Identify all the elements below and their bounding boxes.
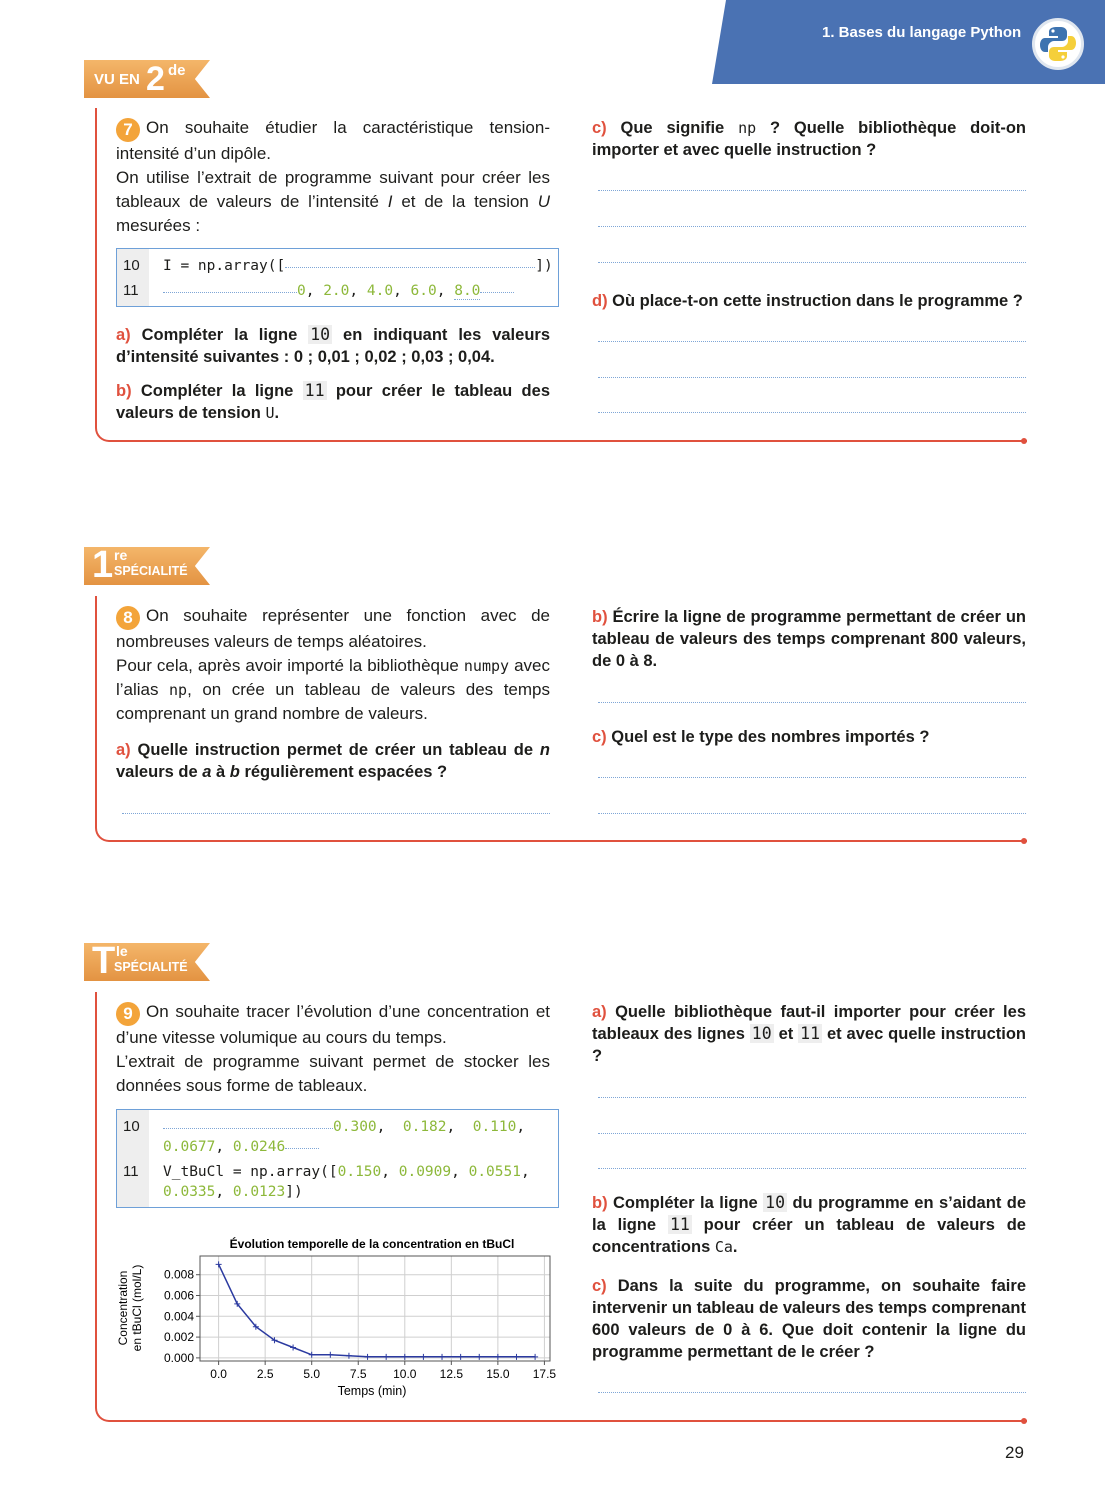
- frame-end-dot: [1021, 1418, 1027, 1424]
- badge-suffix: de: [168, 62, 186, 79]
- question-7b: b) Compléter la ligne 11 pour créer le tableau des valeurs de tension U.: [116, 381, 550, 422]
- data-point: [216, 1261, 222, 1267]
- answer-line[interactable]: [598, 1168, 1026, 1169]
- answer-line[interactable]: [598, 777, 1026, 778]
- answer-line[interactable]: [598, 226, 1026, 227]
- code-line-11: V_tBuCl = np.array([0.150, 0.0909, 0.0551,: [163, 1164, 530, 1180]
- code-block-9: [116, 1109, 559, 1208]
- code-block-7: [116, 248, 559, 307]
- question-7a: a) Compléter la ligne 10 en indiquant les valeurs d’intensité suivantes : 0 ; 0,01 ; 0,02 ; 0,03 ; 0,04.: [116, 325, 550, 366]
- page-number: 29: [1005, 1443, 1024, 1462]
- answer-line[interactable]: [598, 190, 1026, 191]
- exercise-number: 7: [116, 118, 140, 142]
- answer-line[interactable]: [598, 1392, 1026, 1393]
- line-number: 10: [123, 257, 140, 274]
- data-point: [365, 1354, 371, 1360]
- line-number: 11: [123, 1163, 139, 1180]
- question-9c: c) Dans la suite du programme, on souhaite faire intervenir un tableau de valeurs des temps comprenant 600 valeurs de 0 à 6. Que doit contenir la ligne du programme permettant de le créer ?: [592, 1277, 1026, 1361]
- chart-title: Évolution temporelle de la concentration en tBuCl: [229, 1237, 515, 1251]
- answer-line[interactable]: [598, 813, 1026, 814]
- data-point: [402, 1354, 408, 1360]
- data-point: [327, 1352, 333, 1358]
- y-tick-label: 0.002: [163, 1330, 194, 1345]
- code-line-10: 0.300, 0.182, 0.110,: [163, 1119, 525, 1135]
- line-number: 10: [123, 1118, 140, 1135]
- badge-level: 2: [146, 60, 165, 98]
- y-axis-label-1: Concentration: [116, 1270, 130, 1346]
- question-8a: a) Quelle instruction permet de créer un tableau de n valeurs de a à b régulièrement espacées ?: [116, 741, 550, 781]
- y-tick-label: 0.004: [163, 1309, 194, 1324]
- data-point: [439, 1354, 445, 1360]
- question-9a: a) Quelle bibliothèque faut-il importer pour créer les tableaux des lignes 10 et 11 et avec quelle instruction ?: [592, 1003, 1026, 1065]
- badge-level: T: [92, 940, 116, 982]
- badge-level: 1: [92, 544, 114, 586]
- frame-end-dot: [1021, 438, 1027, 444]
- exercise-number: 9: [116, 1002, 140, 1026]
- question-7d: d) Où place-t-on cette instruction dans le programme ?: [592, 292, 1023, 310]
- x-tick-label: 17.5: [532, 1367, 557, 1381]
- data-point: [458, 1354, 464, 1360]
- badge-specialty: SPÉCIALITÉ: [114, 960, 188, 974]
- x-axis-label: Temps (min): [337, 1384, 407, 1398]
- code-line-10: I = np.array([ ]): [163, 258, 553, 274]
- y-axis-label-2: en tBuCl (mol/L): [130, 1264, 144, 1352]
- answer-line[interactable]: [598, 341, 1026, 342]
- data-point: [420, 1354, 426, 1360]
- level-badge-tle: [84, 940, 210, 982]
- code-line-11: 0, 2.0, 4.0, 6.0, 8.0: [163, 283, 514, 299]
- exercise-7-intro: 7 On souhaite étudier la caractéristique tension-intensité d’un dipôle. On utilise l’extrait de programme suivant pour créer les tableaux de valeurs de l’intensité I et de la tension U mesurées :: [116, 118, 550, 235]
- data-point: [513, 1354, 519, 1360]
- x-tick-label: 10.0: [393, 1367, 417, 1381]
- python-logo-icon: [1032, 18, 1084, 70]
- answer-line[interactable]: [598, 412, 1026, 413]
- data-point: [290, 1344, 296, 1350]
- answer-line[interactable]: [598, 377, 1026, 378]
- data-point: [383, 1354, 389, 1360]
- question-8b: b) Écrire la ligne de programme permettant de créer un tableau de valeurs des temps comprenant 800 valeurs, de 0 à 8.: [592, 608, 1026, 670]
- answer-line[interactable]: [598, 1097, 1026, 1098]
- question-7c: c) Que signifie np ? Quelle bibliothèque doit-on importer et avec quelle instruction ?: [592, 119, 1026, 159]
- answer-line[interactable]: [598, 262, 1026, 263]
- series-line: [219, 1264, 535, 1357]
- badge-suffix: le: [116, 943, 128, 959]
- data-point: [495, 1354, 501, 1360]
- x-tick-label: 7.5: [349, 1367, 367, 1381]
- level-badge-2de: [84, 60, 210, 98]
- data-point: [309, 1352, 315, 1358]
- frame-end-dot: [1021, 838, 1027, 844]
- x-tick-label: 5.0: [303, 1367, 321, 1381]
- line-number: 11: [123, 282, 139, 299]
- answer-line[interactable]: [122, 813, 550, 814]
- y-tick-label: 0.000: [163, 1350, 194, 1365]
- exercise-8-intro: 8 On souhaite représenter une fonction avec de nombreuses valeurs de temps aléatoires. Pour cela, après avoir importé la bibliothèque numpy avec l’alias np, on crée un tableau de valeurs des temps comprenant un grand nombre de valeurs.: [116, 606, 550, 723]
- chapter-title: 1. Bases du langage Python: [822, 24, 1022, 41]
- x-tick-label: 12.5: [439, 1367, 464, 1381]
- exercise-9-intro: 9 On souhaite tracer l’évolution d’une concentration et d’une vitesse volumique au cours du temps. L’extrait de programme suivant permet de stocker les données sous forme de tableaux.: [116, 1002, 550, 1095]
- badge-specialty: SPÉCIALITÉ: [114, 564, 188, 578]
- question-8c: c) Quel est le type des nombres importés ?: [592, 728, 930, 746]
- x-tick-label: 2.5: [256, 1367, 274, 1381]
- badge-prefix: VU EN: [94, 71, 140, 88]
- y-tick-label: 0.008: [163, 1267, 194, 1282]
- answer-line[interactable]: [598, 1133, 1026, 1134]
- x-tick-label: 15.0: [486, 1367, 510, 1381]
- y-tick-label: 0.006: [163, 1288, 194, 1303]
- code-line-11-cont: 0.0335, 0.0123]): [163, 1184, 303, 1200]
- data-point: [476, 1354, 482, 1360]
- x-tick-label: 0.0: [210, 1367, 227, 1381]
- level-badge-1re: [84, 544, 210, 586]
- answer-line[interactable]: [598, 702, 1026, 703]
- badge-suffix: re: [114, 547, 128, 563]
- concentration-chart: [110, 1230, 570, 1405]
- data-point: [532, 1354, 538, 1360]
- exercise-number: 8: [116, 606, 140, 630]
- question-9b: b) Compléter la ligne 10 du programme en s’aidant de la ligne 11 pour créer un tableau de valeurs de concentrations Ca.: [592, 1193, 1026, 1256]
- code-line-10-cont: 0.0677, 0.0246: [163, 1139, 319, 1155]
